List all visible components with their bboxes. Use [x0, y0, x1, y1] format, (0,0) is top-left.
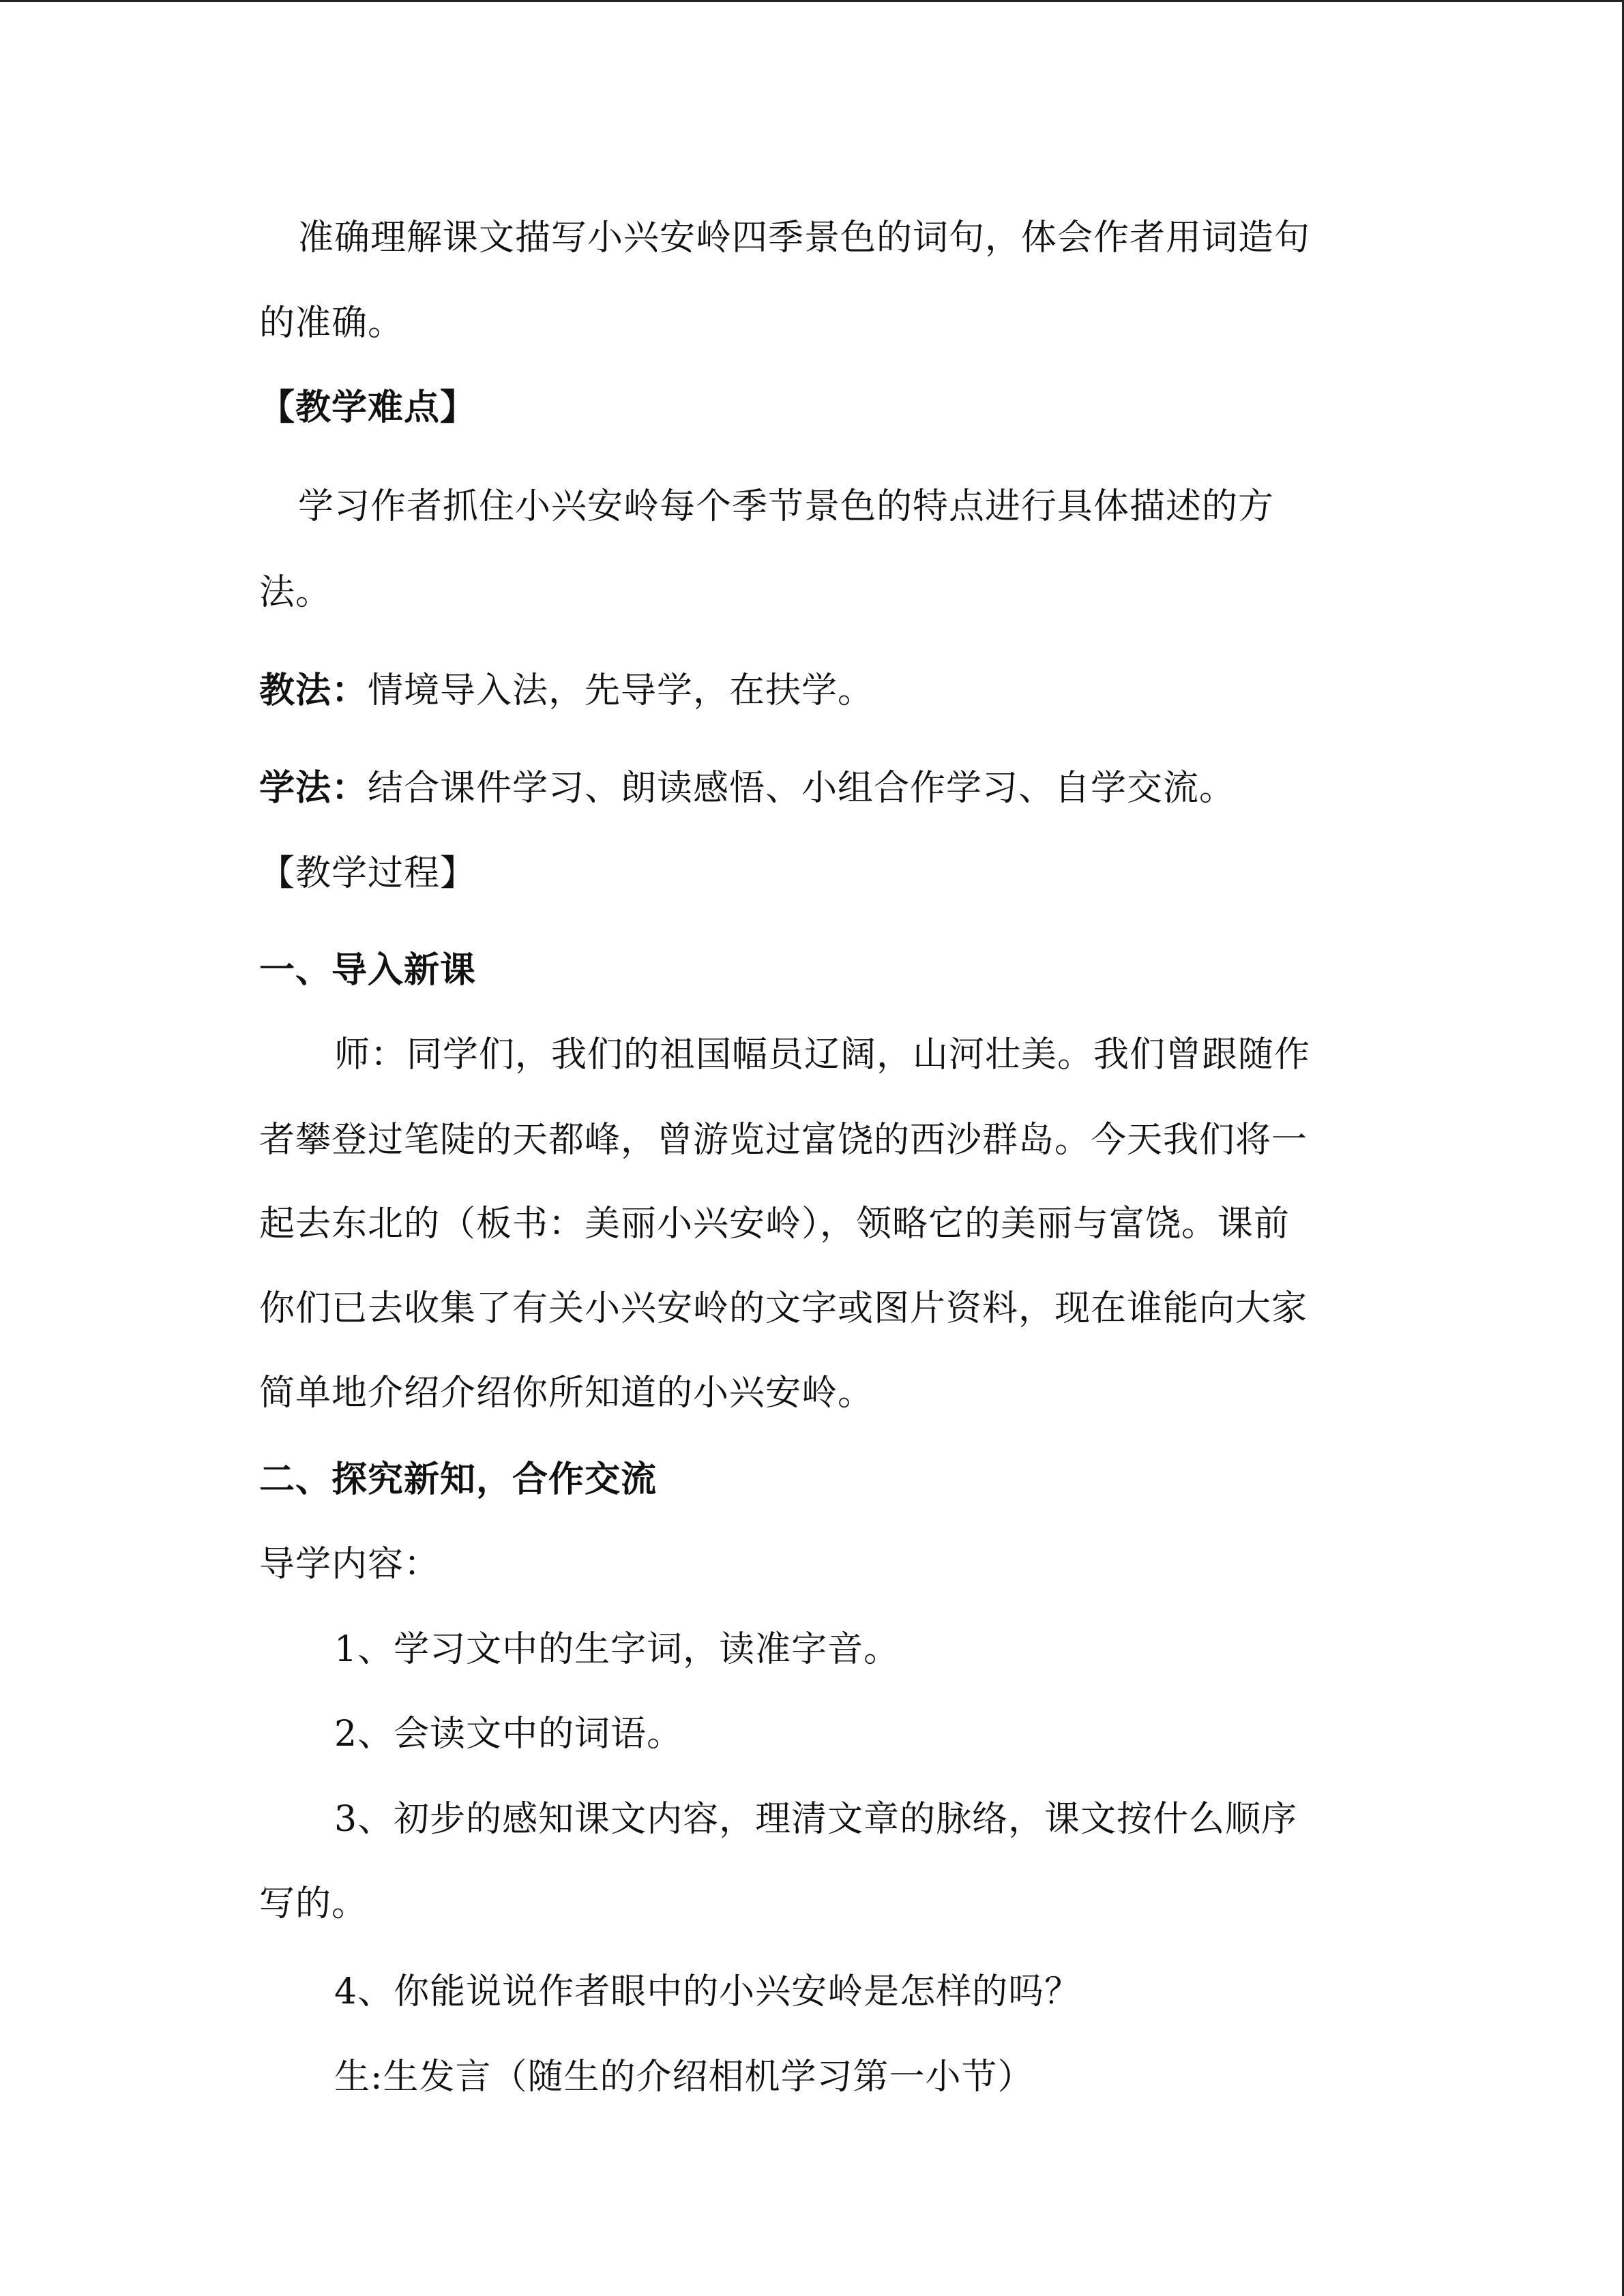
teaching-method-line [259, 667, 874, 715]
section-heading-explore: 二、探究新知，合作交流 [259, 1459, 658, 1500]
paragraph-line: 者攀登过笔陡的天都峰，曾游览过富饶的西沙群岛。今天我们将一 [259, 1120, 1308, 1161]
learning-method-label: 学法： [259, 767, 368, 809]
learning-method-line [259, 764, 1235, 812]
section-heading-teaching-process: 【教学过程】 [259, 853, 477, 894]
guide-content-label: 导学内容： [259, 1544, 441, 1585]
paragraph-line: 简单地介绍介绍你所知道的小兴安岭。 [259, 1373, 874, 1414]
section-heading-teaching-difficulty: 【教学难点】 [259, 387, 477, 428]
teaching-method-text: 情境导入法，先导学，在扶学。 [368, 670, 874, 711]
paragraph-line: 法。 [259, 572, 332, 613]
paragraph-line: 起去东北的（板书：美丽小兴安岭），领略它的美丽与富饶。课前 [259, 1204, 1290, 1244]
paragraph-line: 学习作者抓住小兴安岭每个季节景色的特点进行具体描述的方 [298, 486, 1275, 527]
list-item: 2、会读文中的词语。 [334, 1714, 683, 1755]
list-item: 3、初步的感知课文内容，理清文章的脉络，课文按什么顺序 [334, 1799, 1298, 1840]
paragraph-line: 师：同学们，我们的祖国幅员辽阔，山河壮美。我们曾跟随作 [334, 1034, 1311, 1075]
learning-method-text: 结合课件学习、朗读感悟、小组合作学习、自学交流。 [368, 768, 1236, 809]
paragraph-line: 你们已去收集了有关小兴安岭的文字或图片资料，现在谁能向大家 [259, 1288, 1308, 1329]
paragraph-line: 准确理解课文描写小兴安岭四季景色的词句，体会作者用词造句 [298, 218, 1311, 258]
teaching-method-label: 教法： [259, 670, 368, 711]
list-item: 1、学习文中的生字词，读准字音。 [334, 1629, 900, 1670]
paragraph-line: 的准确。 [259, 303, 404, 344]
page-top-border [0, 0, 1624, 2]
student-response-line: 生:生发言（随生的介绍相机学习第一小节） [334, 2057, 1034, 2098]
section-heading-introduction: 一、导入新课 [259, 949, 477, 991]
list-item-continuation: 写的。 [259, 1883, 368, 1924]
list-item: 4、你能说说作者眼中的小兴安岭是怎样的吗？ [334, 1971, 1081, 2012]
